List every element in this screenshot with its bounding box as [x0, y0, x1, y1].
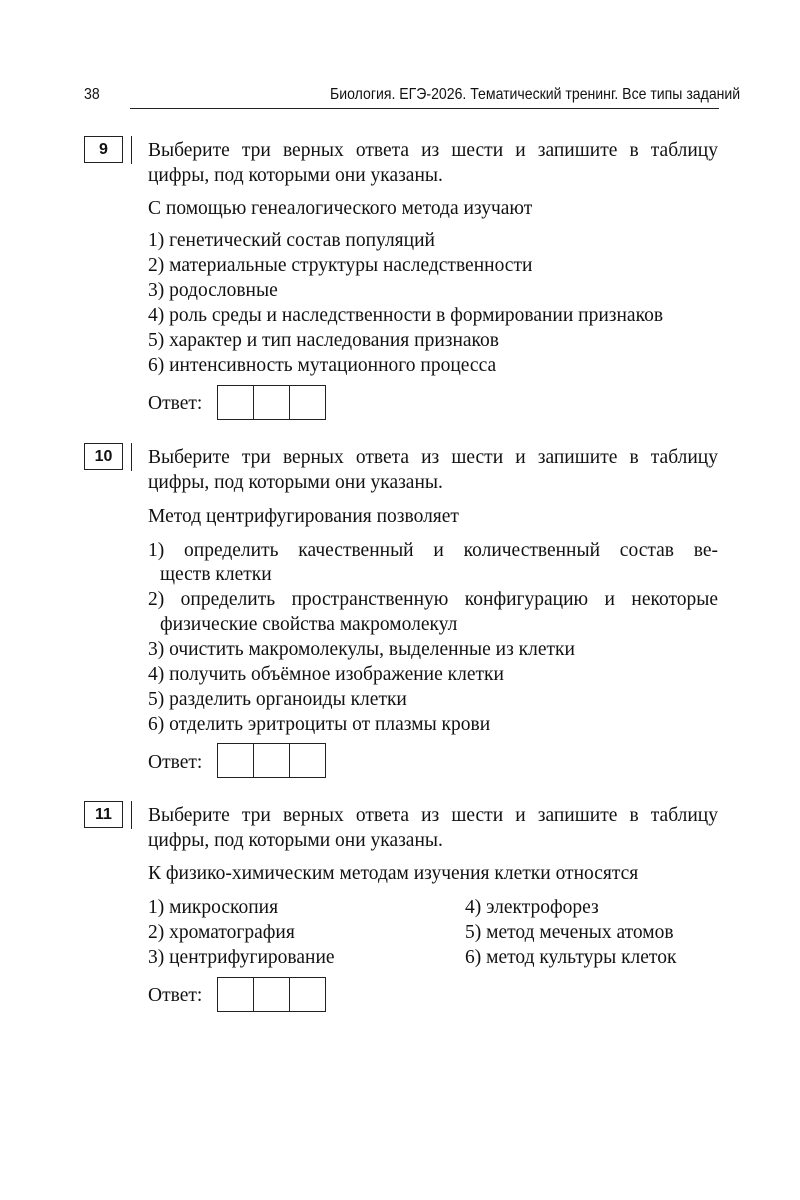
task-instruction-line: Выберите три верных ответа из шести и запишите в таблицу: [148, 805, 718, 826]
task-instruction-line: Выберите три верных ответа из шести и запишите в таблицу: [148, 447, 718, 468]
answer-cells: [217, 743, 326, 778]
answer-cell[interactable]: [218, 978, 254, 1011]
answer-option: 3) очистить макромолекулы, выделенные из клетки: [148, 639, 575, 660]
running-title: Биология. ЕГЭ-2026. Тематический тренинг. Все типы заданий: [330, 86, 741, 103]
answer-cell[interactable]: [290, 978, 325, 1011]
answer-option: физические свойства макромолекул: [160, 614, 458, 635]
task-number-divider: [131, 136, 132, 164]
task-number-box: 11: [84, 801, 123, 828]
answer-option: 1) микроскопия: [148, 897, 279, 918]
answer-option: 4) электрофорез: [465, 897, 599, 918]
answer-cell[interactable]: [254, 386, 290, 419]
task-stem: Метод центрифугирования позволяет: [148, 506, 459, 527]
task-instruction-line: цифры, под которыми они указаны.: [148, 472, 443, 493]
answer-label: Ответ:: [148, 393, 203, 414]
answer-label: Ответ:: [148, 985, 203, 1006]
answer-option: 1) генетический состав популяций: [148, 230, 435, 251]
answer-cells: [217, 977, 326, 1012]
answer-option: 4) роль среды и наследственности в формировании признаков: [148, 305, 664, 326]
answer-option: 5) характер и тип наследования признаков: [148, 330, 499, 351]
task-stem: К физико-химическим методам изучения клетки относятся: [148, 863, 639, 884]
task-instruction-line: цифры, под которыми они указаны.: [148, 830, 443, 851]
answer-option: 5) метод меченых атомов: [465, 922, 674, 943]
task-stem: С помощью генеалогического метода изучают: [148, 198, 533, 219]
answer-option: 3) родословные: [148, 280, 278, 301]
answer-cell[interactable]: [218, 386, 254, 419]
answer-option: 5) разделить органоиды клетки: [148, 689, 407, 710]
answer-option: 6) интенсивность мутационного процесса: [148, 355, 497, 376]
answer-option: 1) определить качественный и количественный состав ве-: [148, 540, 718, 561]
answer-option: 2) материальные структуры наследственности: [148, 255, 533, 276]
task-number-divider: [131, 801, 132, 829]
answer-option: 2) хроматография: [148, 922, 295, 943]
answer-option: 4) получить объёмное изображение клетки: [148, 664, 504, 685]
task-instruction-line: цифры, под которыми они указаны.: [148, 165, 443, 186]
answer-cell[interactable]: [254, 744, 290, 777]
answer-cell[interactable]: [218, 744, 254, 777]
answer-option: 3) центрифугирование: [148, 947, 335, 968]
header-rule: [130, 108, 719, 109]
answer-option: 2) определить пространственную конфигурацию и некоторые: [148, 589, 718, 610]
answer-cell[interactable]: [290, 744, 325, 777]
answer-cell[interactable]: [290, 386, 325, 419]
answer-label: Ответ:: [148, 752, 203, 773]
page-number: 38: [84, 86, 100, 103]
task-number-box: 9: [84, 136, 123, 163]
task-number-divider: [131, 443, 132, 471]
answer-option: 6) метод культуры клеток: [465, 947, 677, 968]
answer-cell[interactable]: [254, 978, 290, 1011]
answer-option: 6) отделить эритроциты от плазмы крови: [148, 714, 491, 735]
answer-option: ществ клетки: [160, 564, 272, 585]
task-number-box: 10: [84, 443, 123, 470]
answer-cells: [217, 385, 326, 420]
task-instruction-line: Выберите три верных ответа из шести и запишите в таблицу: [148, 140, 718, 161]
